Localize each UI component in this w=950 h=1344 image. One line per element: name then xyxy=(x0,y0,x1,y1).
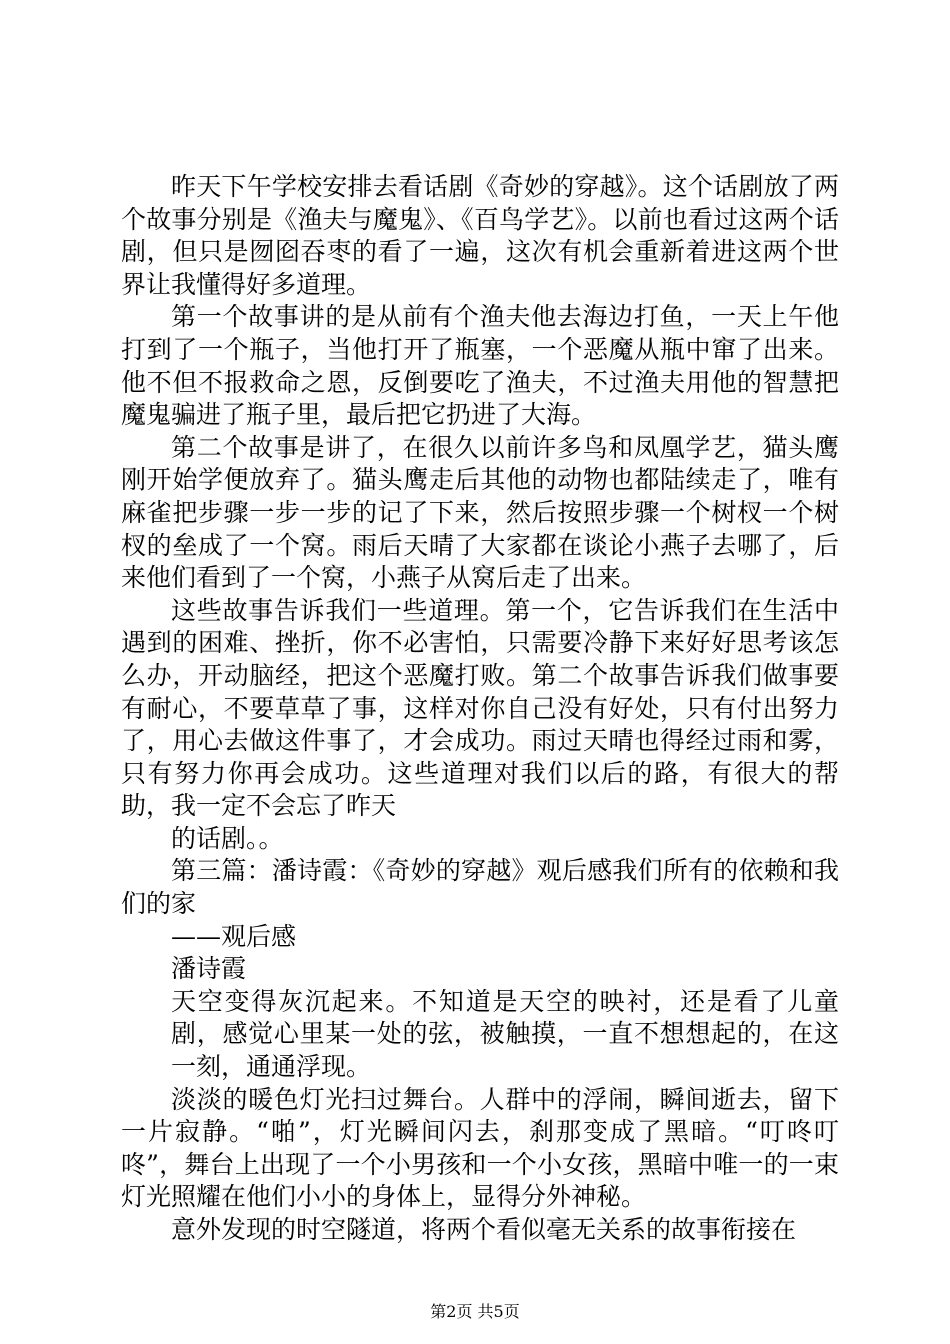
paragraph-lessons: 这些故事告诉我们一些道理。第一个，它告诉我们在生活中遇到的困难、挫折，你不必害怕，只需要冷静下来好好思考该怎么办，开动脑经，把这个恶魔打败。第二个故事告诉我们做事要有耐心，不要草草了事，这样对你自己没有好处，只有付出努力了，用心去做这件事了，才会成功。雨过天晴也得经过雨和雾，只有努力你再会成功。这些道理对我们以后的路，有很大的帮助，我一定不会忘了昨天 xyxy=(121,595,839,821)
document-body xyxy=(121,171,839,1247)
paragraph-sky: 天空变得灰沉起来。不知道是天空的映衬，还是看了儿童剧，感觉心里某一处的弦，被触摸，一直不想想起的，在这一刻，通通浮现。 xyxy=(171,986,839,1082)
paragraph-intro: 昨天下午学校安排去看话剧《奇妙的穿越》。这个话剧放了两个故事分别是《渔夫与魔鬼》、《百鸟学艺》。以前也看过这两个话剧，但只是囫囵吞枣的看了一遍，这次有机会重新着进这两个世界让我懂得好多道理。 xyxy=(121,172,839,299)
section-subtitle: ——观后感 xyxy=(171,921,297,951)
paragraph-lessons-end: 的话剧。。 xyxy=(171,823,284,853)
author-name: 潘诗霞 xyxy=(171,954,247,984)
paragraph-story-one: 第一个故事讲的是从前有个渔夫他去海边打鱼，一天上午他打到了一个瓶子，当他打开了瓶塞，一个恶魔从瓶中窜了出来。他不但不报救命之恩，反倒要吃了渔夫，不过渔夫用他的智慧把魔鬼骗进了瓶子里，最后把它扔进了大海。 xyxy=(121,302,839,430)
page-number: 第2页 共5页 xyxy=(430,1302,520,1321)
paragraph-stage: 淡淡的暖色灯光扫过舞台。人群中的浮闹，瞬间逝去，留下一片寂静。“啪”，灯光瞬间闪去，刹那变成了黑暗。“叮咚叮咚”，舞台上出现了一个小男孩和一个小女孩，黑暗中唯一的一束灯光照耀在他们小小的身体上，显得分外神秘。 xyxy=(121,1084,839,1212)
paragraph-tunnel: 意外发现的时空隧道，将两个看似毫无关系的故事衔接在 xyxy=(171,1215,797,1244)
section-heading: 第三篇：潘诗霞：《奇妙的穿越》观后感我们所有的依赖和我们的家 xyxy=(121,856,839,919)
paragraph-story-two: 第二个故事是讲了，在很久以前许多鸟和凤凰学艺，猫头鹰刚开始学便放弃了。猫头鹰走后其他的动物也都陆续走了，唯有麻雀把步骤一步一步的记了下来，然后按照步骤一个树杈一个树杈的垒成了一个窝。雨后天晴了大家都在谈论小燕子去哪了，后来他们看到了一个窝，小燕子从窝后走了出来。 xyxy=(121,432,839,593)
